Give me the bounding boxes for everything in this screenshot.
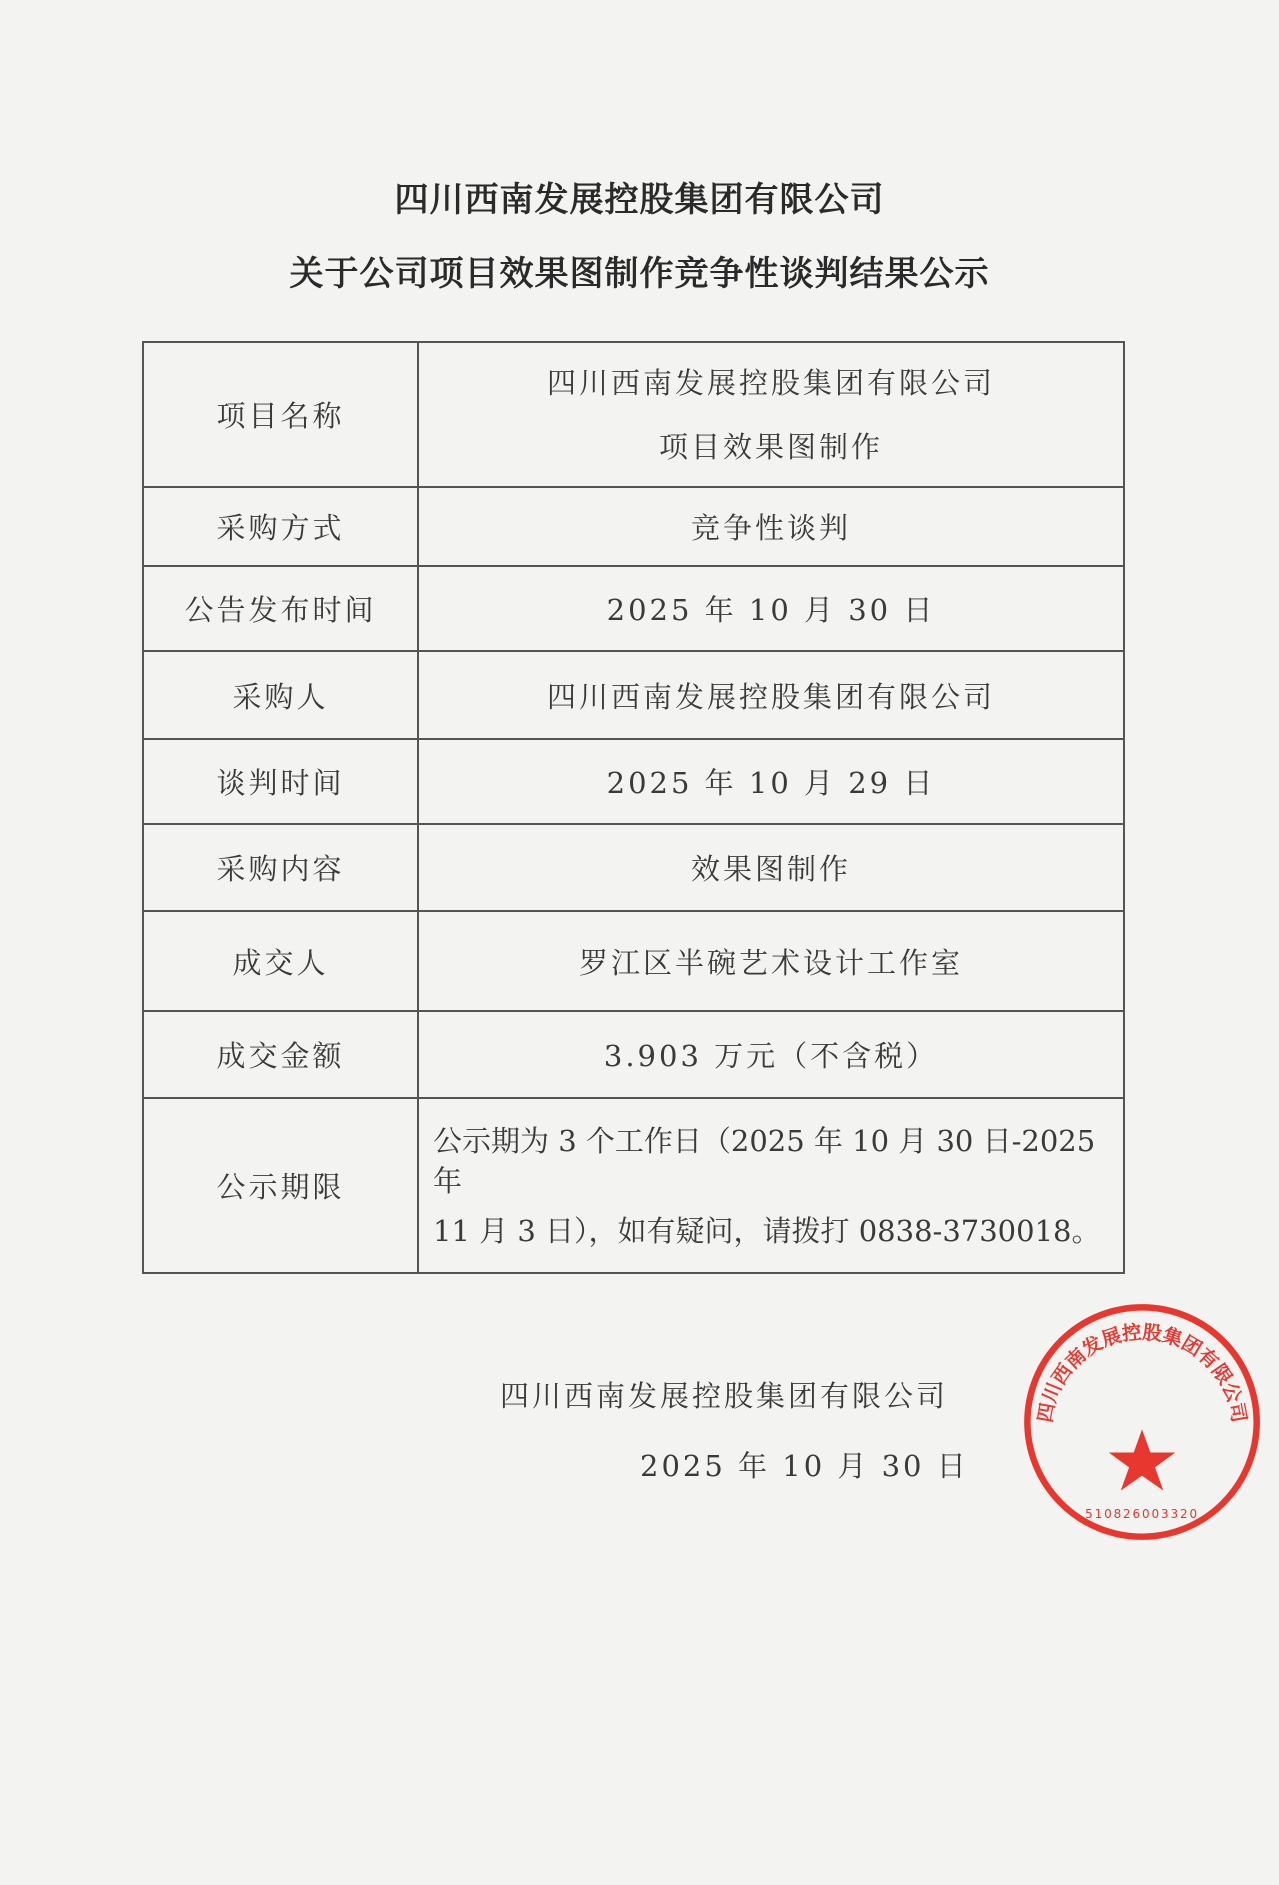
seal-number: 510826003320 <box>1085 1507 1199 1522</box>
seal-text: 四川西南发展控股集团有限公司 <box>1033 1320 1251 1425</box>
row-label: 项目名称 <box>143 342 418 487</box>
row-label: 采购方式 <box>143 487 418 566</box>
value-line: 四川西南发展控股集团有限公司 <box>546 365 995 400</box>
table-row <box>143 1098 1124 1273</box>
table-row <box>143 739 1124 824</box>
table-row <box>143 824 1124 911</box>
table-row <box>143 487 1124 566</box>
row-value <box>418 1098 1124 1273</box>
footer-company: 四川西南发展控股集团有限公司 <box>500 1379 949 1413</box>
value-line: 公示期为 3 个工作日（2025 年 10 月 30 日-2025 年 <box>433 1123 1096 1198</box>
row-value <box>418 342 1124 487</box>
table-row <box>143 911 1124 1011</box>
result-table <box>142 341 1125 1274</box>
table-row <box>143 566 1124 651</box>
row-label: 公告发布时间 <box>143 566 418 651</box>
star-icon <box>1109 1429 1176 1490</box>
row-label: 公示期限 <box>143 1098 418 1273</box>
value-line: 项目效果图制作 <box>658 429 883 464</box>
table-row <box>143 1011 1124 1098</box>
value-line: 11 月 3 日），如有疑问，请拨打 0838-3730018。 <box>433 1213 1101 1248</box>
row-label: 采购人 <box>143 651 418 739</box>
row-value: 竞争性谈判 <box>418 487 1124 566</box>
company-seal <box>1020 1300 1265 1545</box>
row-value: 效果图制作 <box>418 824 1124 911</box>
footer-date: 2025 年 10 月 30 日 <box>640 1449 969 1483</box>
row-label: 谈判时间 <box>143 739 418 824</box>
document-subtitle: 关于公司项目效果图制作竞争性谈判结果公示 <box>289 254 990 294</box>
row-value: 3.903 万元（不含税） <box>418 1011 1124 1098</box>
row-value: 2025 年 10 月 30 日 <box>418 566 1124 651</box>
document-title: 四川西南发展控股集团有限公司 <box>394 180 885 220</box>
row-label: 成交人 <box>143 911 418 1011</box>
table-row <box>143 342 1124 487</box>
row-label: 采购内容 <box>143 824 418 911</box>
row-value: 2025 年 10 月 29 日 <box>418 739 1124 824</box>
table-row <box>143 651 1124 739</box>
row-value: 四川西南发展控股集团有限公司 <box>418 651 1124 739</box>
row-value: 罗江区半碗艺术设计工作室 <box>418 911 1124 1011</box>
row-label: 成交金额 <box>143 1011 418 1098</box>
